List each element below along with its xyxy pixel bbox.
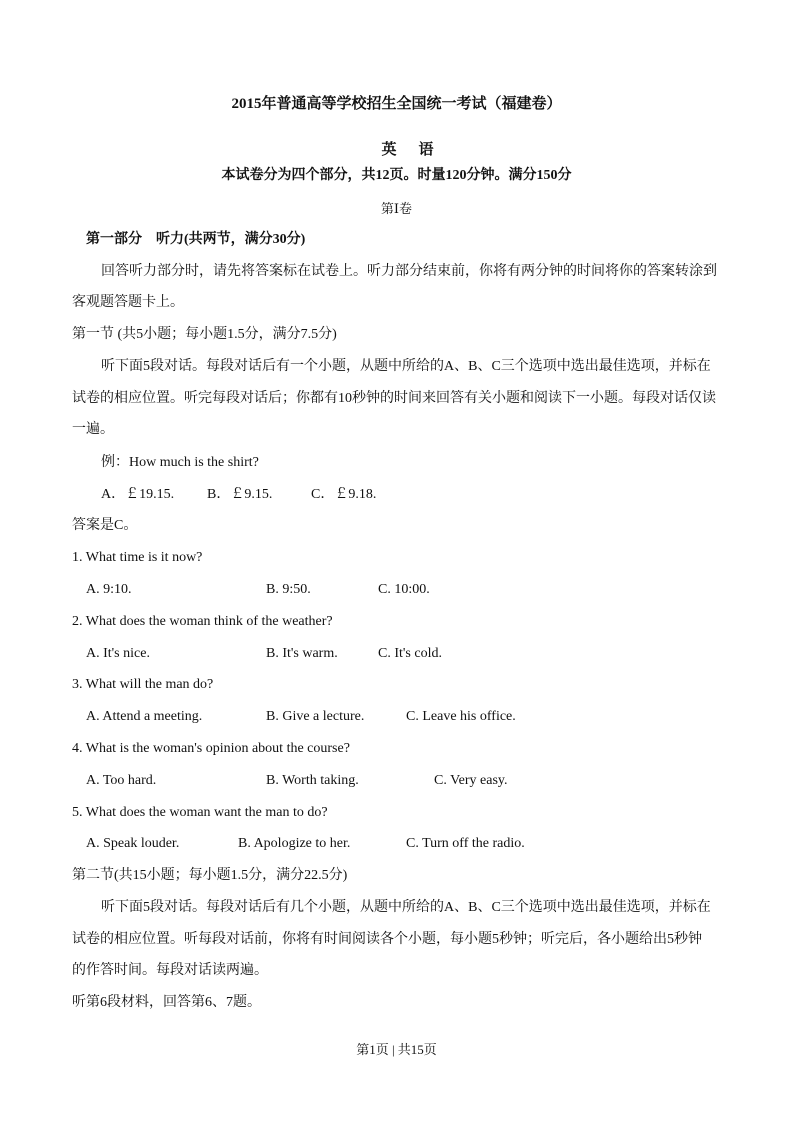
section2-instruction-line: 的作答时间。每段对话读两遍。: [72, 963, 268, 978]
question-3: 3. What will the man do?: [72, 677, 214, 692]
exam-title: 2015年普通高等学校招生全国统一考试（福建卷）: [231, 96, 562, 112]
example-option-c: C．￡9.18.: [311, 487, 377, 502]
example-option-b: B．￡9.15.: [207, 487, 273, 502]
q1-option-a: A. 9:10.: [86, 582, 132, 597]
volume-label: 第Ⅰ卷: [380, 201, 413, 216]
part1-intro-line: 回答听力部分时，请先将答案标在试卷上。听力部分结束前，你将有两分钟的时间将你的答案转涂到: [101, 264, 717, 279]
example-question: 例：How much is the shirt?: [101, 455, 259, 470]
q1-option-c: C. 10:00.: [378, 582, 430, 597]
exam-info: 本试卷分为四个部分，共12页。时量120分钟。满分150分: [221, 168, 572, 183]
example-answer: 答案是C。: [72, 518, 138, 533]
q3-option-c: C. Leave his office.: [406, 709, 516, 724]
q2-option-c: C. It's cold.: [378, 646, 442, 661]
q4-option-c: C. Very easy.: [434, 773, 508, 788]
q3-option-a: A. Attend a meeting.: [86, 709, 203, 724]
example-option-a: A．￡19.15.: [101, 487, 175, 502]
question-5: 5. What does the woman want the man to do?: [72, 805, 328, 820]
section1-instruction-line: 试卷的相应位置。听完每段对话后；你都有10秒钟的时间来回答有关小题和阅读下一小题。每段对话仅读: [72, 391, 716, 406]
q2-option-a: A. It's nice.: [86, 646, 150, 661]
q4-option-a: A. Too hard.: [86, 773, 157, 788]
part1-intro-line: 客观题答题卡上。: [72, 295, 184, 310]
material-note: 听第6段材料，回答第6、7题。: [72, 995, 261, 1010]
q5-option-c: C. Turn off the radio.: [406, 836, 525, 851]
q4-option-b: B. Worth taking.: [266, 773, 359, 788]
section2-heading: 第二节(共15小题；每小题1.5分，满分22.5分): [72, 868, 348, 883]
q5-option-b: B. Apologize to her.: [238, 836, 351, 851]
q3-option-b: B. Give a lecture.: [266, 709, 365, 724]
section2-instruction-line: 试卷的相应位置。听每段对话前，你将有时间阅读各个小题，每小题5秒钟；听完后，各小题给出5秒钟: [72, 932, 702, 947]
section1-instruction-line: 一遍。: [72, 422, 114, 437]
subject-title: 英语: [381, 142, 456, 158]
part1-heading: 第一部分 听力(共两节，满分30分): [86, 232, 306, 247]
section1-heading: 第一节 (共5小题；每小题1.5分，满分7.5分): [72, 327, 337, 342]
page-footer: 第1页 | 共15页: [356, 1042, 437, 1057]
q1-option-b: B. 9:50.: [266, 582, 311, 597]
question-1: 1. What time is it now?: [72, 550, 203, 565]
section1-instruction-line: 听下面5段对话。每段对话后有一个小题，从题中所给的A、B、C三个选项中选出最佳选项，并标在: [101, 359, 711, 374]
question-2: 2. What does the woman think of the weather?: [72, 614, 333, 629]
q5-option-a: A. Speak louder.: [86, 836, 180, 851]
q2-option-b: B. It's warm.: [266, 646, 338, 661]
section2-instruction-line: 听下面5段对话。每段对话后有几个小题，从题中所给的A、B、C三个选项中选出最佳选项，并标在: [101, 900, 711, 915]
question-4: 4. What is the woman's opinion about the course?: [72, 741, 350, 756]
